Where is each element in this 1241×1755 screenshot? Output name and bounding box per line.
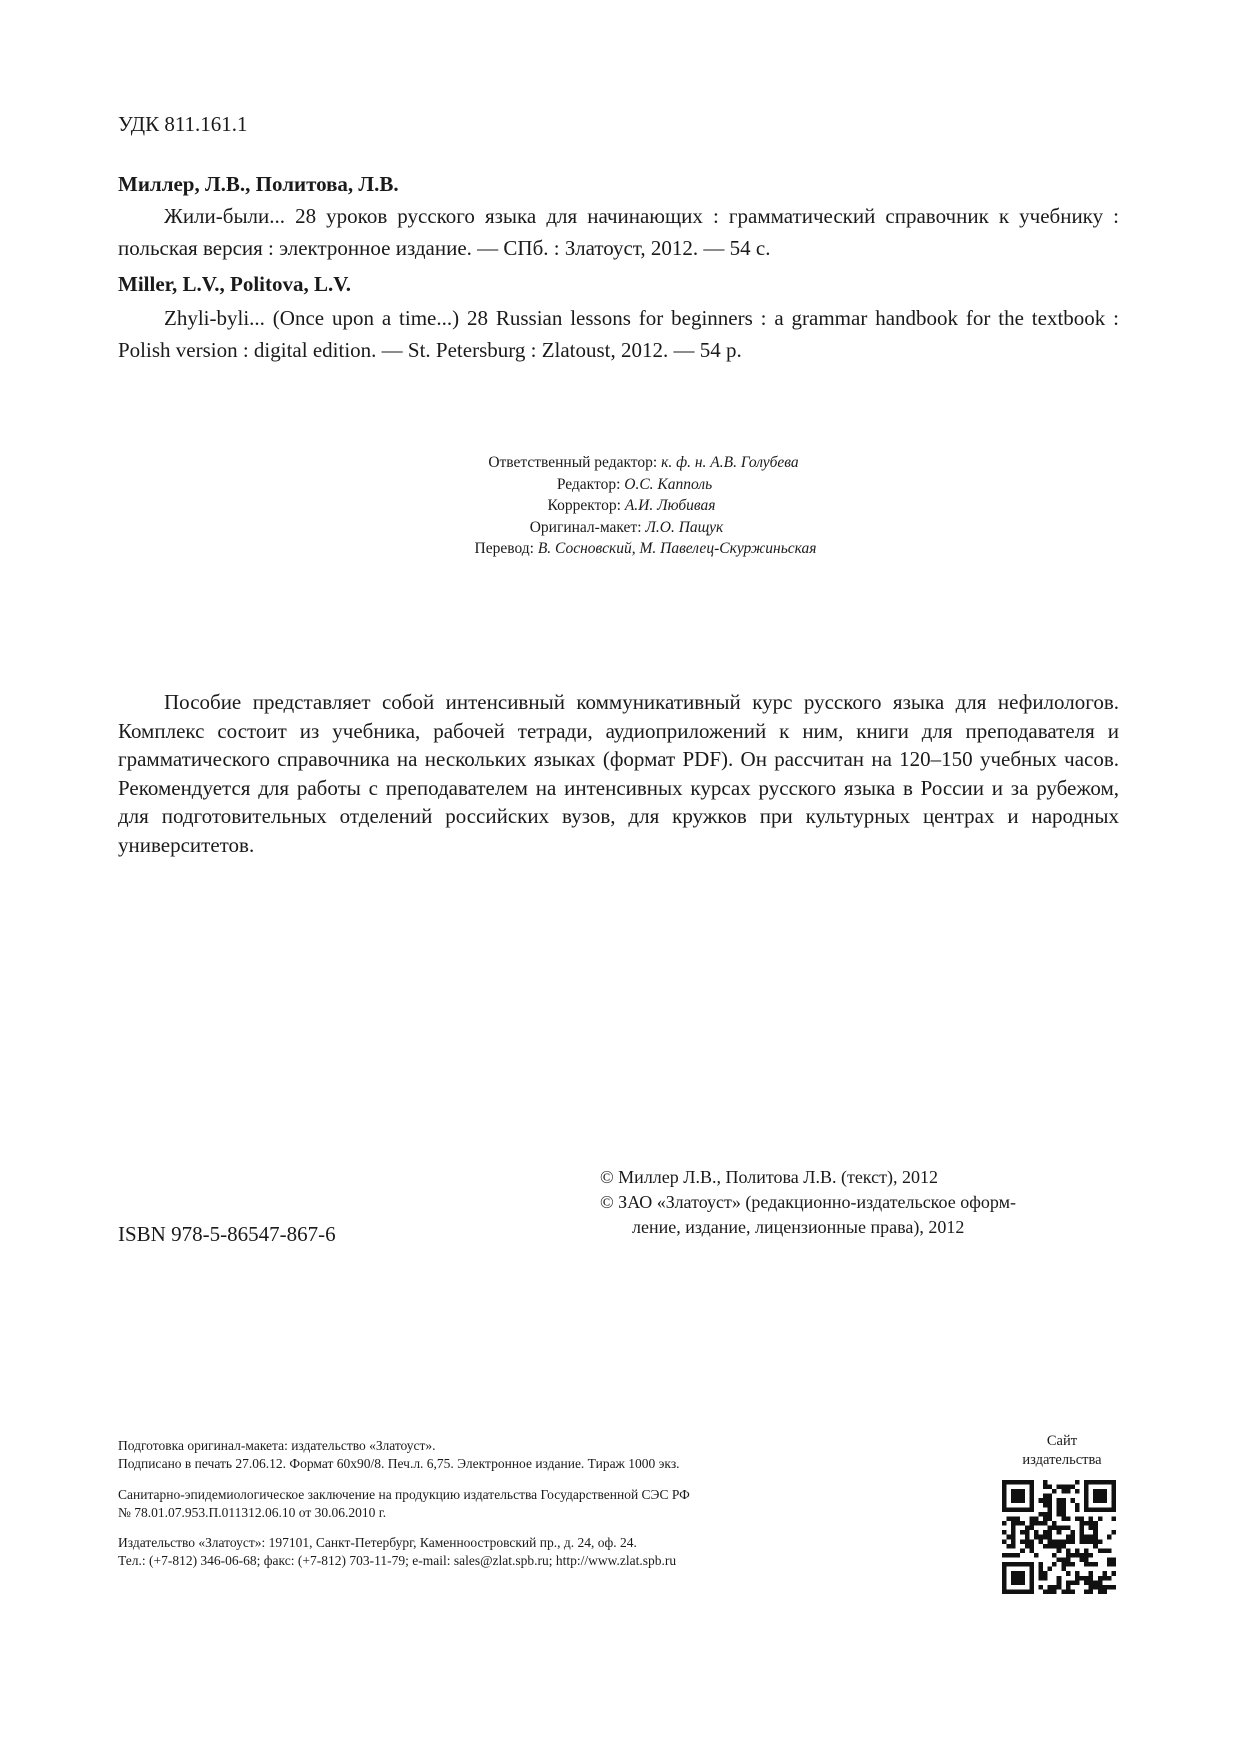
bibliography-description-en: Zhyli-byli... (Once upon a time...) 28 Russian lessons for beginners : a grammar handbook for the textbook : Polish version : digital edition. — St. Petersburg : Zlatoust, 2012. — 54 p.	[118, 306, 1119, 362]
copyright-line: © ЗАО «Златоуст» (редакционно-издательское оформ-	[600, 1192, 1016, 1212]
credit-person: В. Сосновский, М. Павелец-Скуржиньская	[537, 540, 817, 557]
credit-role: Оригинал-макет:	[529, 518, 642, 536]
qr-caption-line: издательства	[1022, 1452, 1102, 1468]
bibliography-description-ru: Жили-были... 28 уроков русского языка для начинающих : грамматический справочник к учебнику : польская версия : электронное издание. — СПб. : Златоуст, 2012. — 54 с.	[118, 204, 1119, 260]
credit-row	[0, 538, 1241, 560]
imprint-line: № 78.01.07.953.П.011312.06.10 от 30.06.2010 г.	[118, 1505, 387, 1520]
qr-caption-line: Сайт	[1046, 1433, 1078, 1449]
qr-caption	[1000, 1432, 1124, 1470]
bibliography-authors-ru: Миллер, Л.В., Политова, Л.В.	[118, 172, 399, 196]
imprint-line: Тел.: (+7-812) 346-06-68; факс: (+7-812) 703-11-79; e-mail: sales@zlat.spb.ru; http://www.zlat.spb.ru	[118, 1553, 677, 1568]
credit-person: к. ф. н. А.В. Голубева	[661, 454, 799, 471]
copyright-line: ление, издание, лицензионные права), 2012	[632, 1217, 965, 1237]
imprint-line: Подписано в печать 27.06.12. Формат 60х90/8. Печ.л. 6,75. Электронное издание. Тираж 1000 экз.	[118, 1456, 680, 1471]
copyright-line: © Миллер Л.В., Политова Л.В. (текст), 2012	[600, 1167, 938, 1187]
imprint-line: Подготовка оригинал-макета: издательство «Златоуст».	[118, 1438, 436, 1453]
credit-person: Л.О. Пащук	[645, 518, 724, 536]
credit-person: А.И. Любивая	[624, 497, 716, 514]
credit-role: Ответственный редактор:	[488, 454, 658, 471]
imprint-line: Издательство «Златоуст»: 197101, Санкт-Петербург, Каменноостровский пр., д. 24, оф. 24.	[118, 1535, 637, 1550]
imprint-line: Санитарно-эпидемиологическое заключение на продукцию издательства Государственной СЭС РФ	[118, 1487, 690, 1502]
credit-person: О.С. Капполь	[624, 475, 713, 493]
isbn: ISBN 978-5-86547-867-6	[118, 1222, 336, 1246]
credit-row	[0, 452, 1241, 474]
imprint-publisher	[118, 1534, 938, 1570]
credit-role: Корректор:	[547, 497, 621, 514]
imprint-production	[118, 1437, 938, 1473]
credit-role: Редактор:	[556, 475, 621, 493]
editorial-credits	[0, 452, 1241, 560]
copyright-block	[600, 1165, 1124, 1240]
credit-row	[0, 517, 1241, 539]
bibliography-authors-en: Miller, L.V., Politova, L.V.	[118, 272, 351, 296]
credit-role: Перевод:	[474, 540, 534, 557]
credit-row	[0, 474, 1241, 496]
imprint-sanitary	[118, 1486, 938, 1522]
udk-code: УДК 811.161.1	[118, 112, 248, 136]
qr-code-icon[interactable]	[1002, 1480, 1116, 1594]
credit-row	[0, 495, 1241, 517]
annotation-paragraph: Пособие представляет собой интенсивный коммуникативный курс русского языка для нефилологов. Комплекс состоит из учебника, рабочей тетради, аудиоприложений к ним, книги для преподавателя и грамматического справочника на нескольких языках (формат PDF). Он рассчитан на 120–150 учебных часов. Рекомендуется для работы с преподавателем на интенсивных курсах русского языка в России и за рубежом, для подготовительных отделений российских вузов, для кружков при культурных центрах и народных университетов.	[118, 690, 1119, 857]
